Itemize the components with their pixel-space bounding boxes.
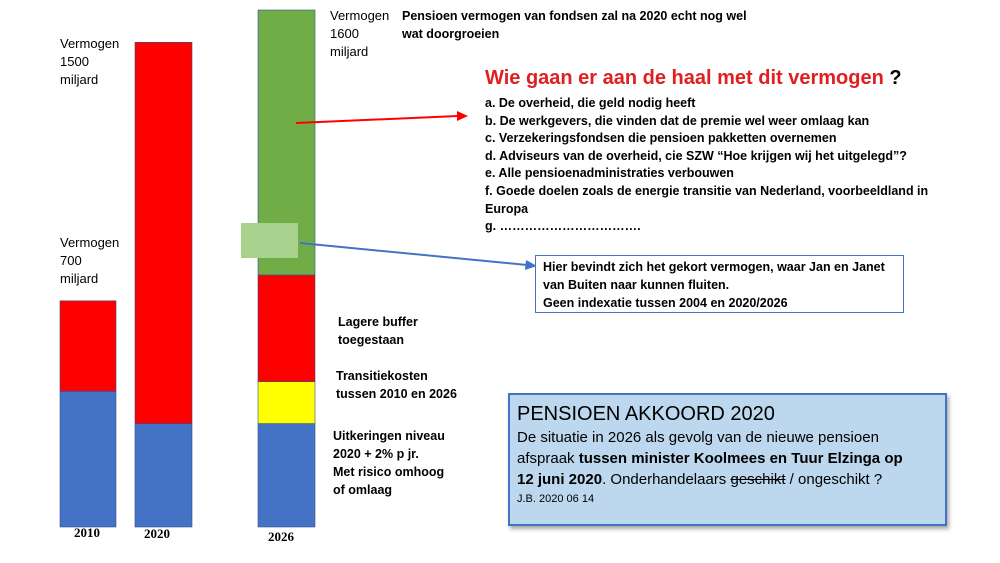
akkoord-text: De situatie in 2026 als gevolg van de nieuwe pensioen afspraak tussen minister Koolmees en Tuur Elzinga op 12 juni 2020. Onderhandelaars geschikt / ongeschikt ? [517,429,903,488]
akkoord-title: PENSIOEN AKKOORD 2020 [517,403,775,425]
gekort-vermogen-box: Hier bevindt zich het gekort vermogen, waar Jan en Janet van Buiten naar kunnen fluiten. Geen indexatie tussen 2004 en 2020/2026 [535,255,904,313]
vermogen-2020-label: Vermogen 1500 miljard [60,36,120,87]
bar-2010-uitkeringen [60,391,116,527]
list-item: b. De werkgevers, die vinden dat de premie wel weer omlaag kan [485,113,870,128]
red-arrow-head [457,111,468,121]
pensioen-akkoord-box [508,393,947,526]
tick-label-2026: 2026 [268,529,294,544]
red-arrow-line [296,116,458,123]
list-item: d. Adviseurs van de overheid, cie SZW “Hoe krijgen wij het uitgelegd”? [485,148,907,163]
list-item: f. Goede doelen zoals de energie transitie van Nederland, voorbeeldland in [485,183,929,198]
signature: J.B. 2020 06 14 [517,493,595,505]
question-list [485,95,928,236]
bar-2020-uitkeringen [135,424,192,527]
vermogen-2026-label: Vermogen 1600 miljard [330,8,390,59]
bar-2010-lagere-buffer [60,301,116,392]
buffer-label: Lagere buffer toegestaan [338,315,418,347]
list-item: c. Verzekeringsfondsen die pensioen pakketten overnemen [485,131,837,146]
bar-2026-uitkeringen [258,424,315,527]
tick-label-2020: 2020 [144,526,170,541]
bar-2020-lagere-buffer [135,42,192,423]
headline: Pensioen vermogen van fondsen zal na 2020 echt nog wel wat doorgroeien [402,9,747,41]
blue-arrow-line [300,243,527,265]
transitie-label: Transitiekosten tussen 2010 en 2026 [336,369,457,401]
bar-2026-transitiekosten [258,382,315,424]
gekort-vermogen-marker [241,223,298,258]
bar-2026-lagere-buffer [258,275,315,382]
vermogen-2010-label: Vermogen 700 miljard [60,235,120,286]
question-title: Wie gaan er aan de haal met dit vermogen ? [485,67,902,89]
list-item: Europa [485,201,529,216]
list-item: g. ……………………………. [485,219,641,234]
list-item: e. Alle pensioenadministraties verbouwen [485,166,734,181]
uitkering-label: Uitkeringen niveau 2020 + 2% p jr. Met risico omhoog of omlaag [333,429,445,497]
tick-label-2010: 2010 [74,525,100,540]
list-item: a. De overheid, die geld nodig heeft [485,96,696,110]
